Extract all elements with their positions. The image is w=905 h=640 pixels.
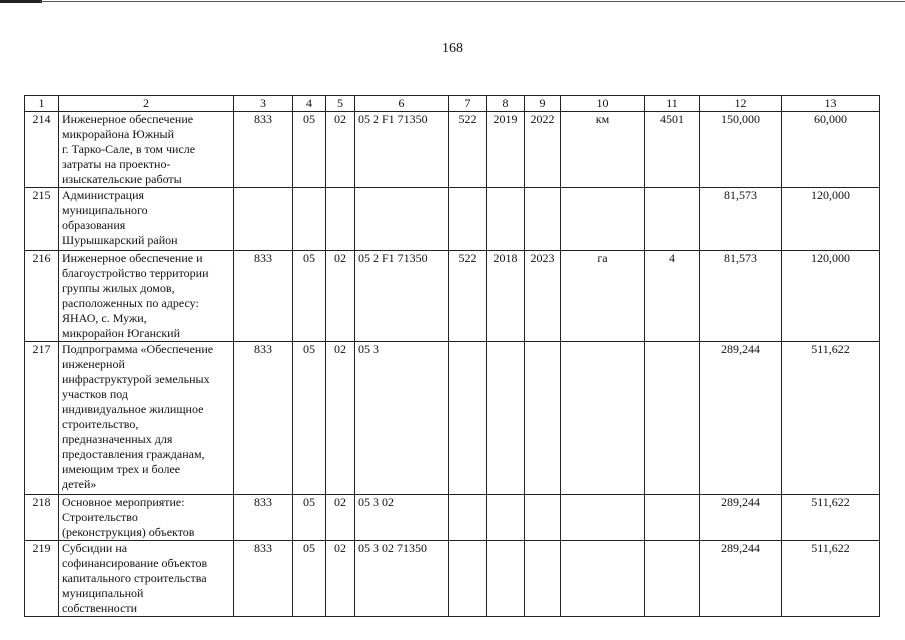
start-year-cell [487, 541, 525, 617]
subsection-code-cell: 02 [326, 342, 355, 495]
scan-corner-mark [0, 0, 42, 3]
column-header: 1 [25, 96, 59, 112]
item-name-line: собственности [62, 601, 138, 615]
item-name-line: индивидуальное жилищное [62, 402, 204, 416]
ministry-code-cell: 833 [234, 112, 293, 188]
ministry-code-cell: 833 [234, 495, 293, 541]
start-year-cell [487, 188, 525, 251]
item-name-line: Администрация [62, 188, 145, 202]
page-number: 168 [442, 41, 463, 56]
item-name-line: микрорайон Юганский [62, 326, 181, 340]
item-name-cell [59, 495, 234, 541]
end-year-cell [525, 188, 561, 251]
table-header-row [25, 96, 880, 112]
item-name-cell [59, 188, 234, 251]
expense-type-cell [449, 541, 487, 617]
expense-type-cell: 522 [449, 251, 487, 342]
table-row [25, 251, 880, 342]
item-name-line: (реконструкция) объектов [62, 525, 195, 539]
item-name-line: Основное мероприятие: [62, 495, 185, 509]
amount-cell-col12: 81,573 [700, 188, 782, 251]
item-name-line: Субсидии на [62, 541, 128, 555]
column-header: 7 [449, 96, 487, 112]
target-article-cell: 05 2 F1 71350 [355, 112, 449, 188]
target-article-cell: 05 3 [355, 342, 449, 495]
column-header: 11 [645, 96, 700, 112]
expense-type-cell [449, 188, 487, 251]
ministry-code-cell: 833 [234, 251, 293, 342]
item-name-line: изыскательские работы [62, 172, 182, 186]
section-code-cell: 05 [293, 342, 326, 495]
column-header: 6 [355, 96, 449, 112]
expense-type-cell [449, 495, 487, 541]
item-name-line: образования [62, 218, 126, 232]
item-name-line: капитального строительства [62, 571, 207, 585]
item-name-line: предоставления гражданам, [62, 447, 205, 461]
start-year-cell [487, 342, 525, 495]
column-header: 13 [782, 96, 880, 112]
start-year-cell [487, 495, 525, 541]
item-name-line: Строительство [62, 510, 138, 524]
column-header: 4 [293, 96, 326, 112]
amount-cell-col12: 150,000 [700, 112, 782, 188]
item-name-line: инженерной [62, 357, 125, 371]
section-code-cell: 05 [293, 112, 326, 188]
table-row [25, 112, 880, 188]
item-name-line: детей» [62, 477, 97, 491]
subsection-code-cell: 02 [326, 251, 355, 342]
item-name-line: Шурышкарский район [62, 233, 178, 247]
item-name-line: муниципального [62, 203, 148, 217]
row-number-cell: 219 [25, 541, 59, 617]
budget-table [24, 95, 880, 617]
amount-cell-col12: 81,573 [700, 251, 782, 342]
target-article-cell: 05 2 F1 71350 [355, 251, 449, 342]
column-header: 3 [234, 96, 293, 112]
amount-cell-col13: 120,000 [782, 188, 880, 251]
amount-cell-col13: 120,000 [782, 251, 880, 342]
section-code-cell: 05 [293, 541, 326, 617]
ministry-code-cell [234, 188, 293, 251]
item-name-line: Инженерное обеспечение и [62, 251, 203, 265]
table-row [25, 342, 880, 495]
row-number-cell: 217 [25, 342, 59, 495]
item-name-line: затраты на проектно- [62, 157, 171, 171]
item-name-cell [59, 251, 234, 342]
subsection-code-cell [326, 188, 355, 251]
table-row [25, 495, 880, 541]
subsection-code-cell: 02 [326, 495, 355, 541]
row-number-cell: 215 [25, 188, 59, 251]
expense-type-cell: 522 [449, 112, 487, 188]
item-name-cell [59, 112, 234, 188]
item-name-line: ЯНАО, с. Мужи, [62, 311, 147, 325]
item-name-line: г. Тарко-Сале, в том числе [62, 142, 196, 156]
end-year-cell [525, 541, 561, 617]
amount-cell-col13: 511,622 [782, 342, 880, 495]
item-name-line: предназначенных для [62, 432, 173, 446]
target-article-cell: 05 3 02 71350 [355, 541, 449, 617]
end-year-cell [525, 495, 561, 541]
capacity-cell: 4 [645, 251, 700, 342]
item-name-line: софинансирование объектов [62, 556, 208, 570]
row-number-cell: 214 [25, 112, 59, 188]
amount-cell-col13: 511,622 [782, 495, 880, 541]
amount-cell-col12: 289,244 [700, 495, 782, 541]
item-name-line: строительство, [62, 417, 139, 431]
target-article-cell [355, 188, 449, 251]
section-code-cell: 05 [293, 495, 326, 541]
row-number-cell: 216 [25, 251, 59, 342]
capacity-cell [645, 342, 700, 495]
start-year-cell: 2018 [487, 251, 525, 342]
section-code-cell: 05 [293, 251, 326, 342]
item-name-line: Подпрограмма «Обеспечение [62, 342, 214, 356]
item-name-line: инфраструктурой земельных [62, 372, 210, 386]
target-article-cell: 05 3 02 [355, 495, 449, 541]
item-name-line: группы жилых домов, [62, 281, 175, 295]
unit-cell: га [561, 251, 645, 342]
unit-cell [561, 188, 645, 251]
unit-cell [561, 495, 645, 541]
amount-cell-col12: 289,244 [700, 342, 782, 495]
row-number-cell: 218 [25, 495, 59, 541]
top-rule [40, 1, 905, 2]
item-name-cell [59, 541, 234, 617]
start-year-cell: 2019 [487, 112, 525, 188]
capacity-cell: 4501 [645, 112, 700, 188]
unit-cell [561, 342, 645, 495]
column-header: 5 [326, 96, 355, 112]
item-name-line: имеющим трех и более [62, 462, 181, 476]
end-year-cell: 2023 [525, 251, 561, 342]
ministry-code-cell: 833 [234, 342, 293, 495]
subsection-code-cell: 02 [326, 112, 355, 188]
column-header: 12 [700, 96, 782, 112]
unit-cell [561, 541, 645, 617]
subsection-code-cell: 02 [326, 541, 355, 617]
item-name-line: Инженерное обеспечение [62, 112, 194, 126]
end-year-cell: 2022 [525, 112, 561, 188]
amount-cell-col13: 60,000 [782, 112, 880, 188]
table-row [25, 188, 880, 251]
item-name-line: муниципальной [62, 586, 144, 600]
end-year-cell [525, 342, 561, 495]
expense-type-cell [449, 342, 487, 495]
column-header: 9 [525, 96, 561, 112]
column-header: 2 [59, 96, 234, 112]
amount-cell-col12: 289,244 [700, 541, 782, 617]
table-row [25, 541, 880, 617]
item-name-line: благоустройство территории [62, 266, 209, 280]
capacity-cell [645, 188, 700, 251]
capacity-cell [645, 495, 700, 541]
item-name-line: расположенных по адресу: [62, 296, 199, 310]
column-header: 8 [487, 96, 525, 112]
ministry-code-cell: 833 [234, 541, 293, 617]
section-code-cell [293, 188, 326, 251]
capacity-cell [645, 541, 700, 617]
amount-cell-col13: 511,622 [782, 541, 880, 617]
item-name-line: участков под [62, 387, 128, 401]
column-header: 10 [561, 96, 645, 112]
item-name-cell [59, 342, 234, 495]
unit-cell: км [561, 112, 645, 188]
item-name-line: микрорайона Южный [62, 127, 175, 141]
